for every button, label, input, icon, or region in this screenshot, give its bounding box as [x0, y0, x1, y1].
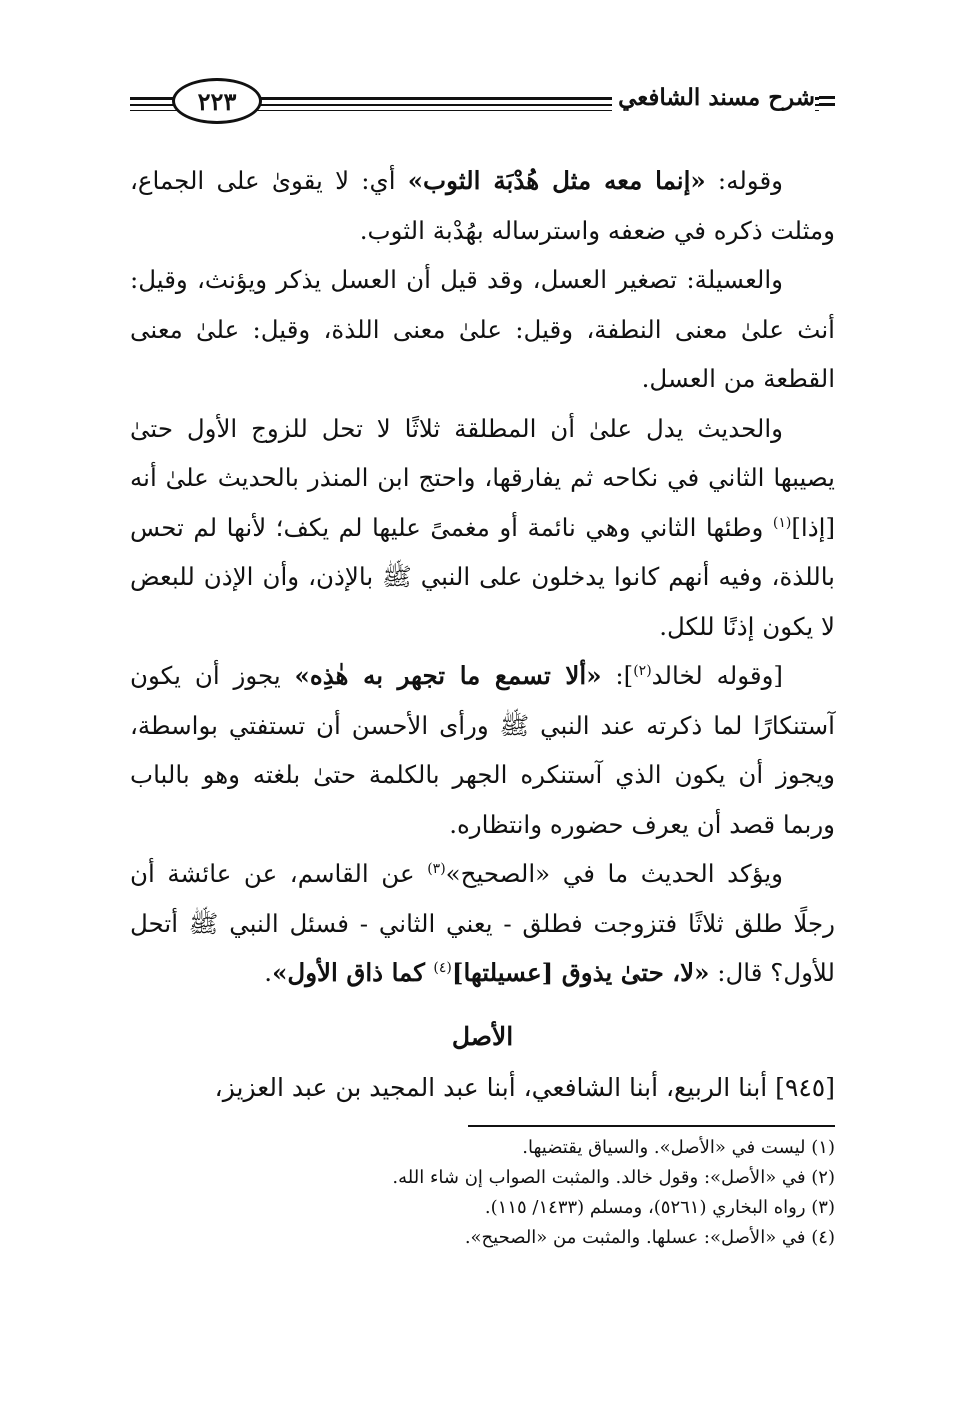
footnote: (٢) في «الأصل»: وقول خالد. والمثبت الصواب إن شاء الله. — [392, 1167, 835, 1188]
quoted-hadith: كما ذاق الأول» — [272, 958, 434, 987]
book-title: شرح مسند الشافعي — [612, 84, 815, 111]
text-span: ويؤكد الحديث ما في «الصحيح» — [445, 859, 784, 888]
paragraph — [130, 651, 835, 849]
page-number: ٢٢٣ — [172, 78, 262, 124]
text-span: وقوله: — [705, 166, 783, 195]
text-span: ]: — [601, 661, 634, 690]
footnote-ref: (٣) — [427, 861, 446, 877]
paragraph — [130, 849, 835, 998]
text-span: [وقوله لخالد — [651, 661, 783, 690]
footnote-ref: (٢) — [633, 663, 652, 679]
text-span: . — [264, 958, 273, 987]
text-span: أبنا الربيع، أبنا الشافعي، أبنا عبد المجيد بن عبد العزيز، — [214, 1073, 776, 1102]
text-span: يجوز أن يكون آستنكارًا لما ذكرته عند النبي ﷺ ورأى الأحسن أن تستفتي بواسطة، ويجوز أن يكون الذي آستنكره الجهر بالكلمة حتىٰ بلغته وهو بالباب وربما قصد أن يعرف حضوره وانتظاره. — [130, 661, 835, 839]
main-text — [130, 156, 835, 1113]
footnotes — [130, 1133, 835, 1253]
text-span: وطئها الثاني وهي نائمة أو مغمىً عليها لم يكف؛ لأنها لم تحس باللذة، وفيه أنهم كانوا يدخلون على النبي ﷺ بالإذن، وأن الإذن للبعض لا يكون إذنًا للكل. — [130, 512, 835, 641]
hadith-number: [٩٤٥] — [775, 1073, 835, 1102]
section-heading: الأصل — [451, 1021, 514, 1051]
text-span: والحديث يدل علىٰ أن المطلقة ثلاثًا لا تحل للزوج الأول حتىٰ يصيبها الثاني في نكاحه ثم يفارقها، واحتج ابن المنذر بالحديث علىٰ أنه [إذا] — [130, 413, 835, 542]
quoted-hadith: «إنما معه مثل هُدْبَة الثوب» — [407, 166, 706, 195]
quoted-hadith: «ألا تسمع ما تجهر به هٰذِه» — [294, 661, 602, 690]
paragraph — [130, 404, 835, 652]
quoted-hadith: «لا، حتىٰ يذوق [عسيلتها] — [451, 958, 710, 987]
footnote: (٣) رواه البخاري (٥٢٦١)، ومسلم (١٤٣٣/ ١١٥). — [484, 1197, 835, 1218]
header-ornament — [819, 92, 835, 116]
footnote-ref: (١) — [772, 514, 792, 531]
asl-text — [130, 1063, 835, 1113]
running-header — [130, 72, 835, 132]
text-span: عن القاسم، عن عائشة أن رجلًا طلق ثلاثًا فتزوجت فطلق - يعني الثاني - فسئل النبي ﷺ أتحل للأول؟ قال: — [130, 859, 835, 987]
footnote-separator — [468, 1125, 835, 1127]
paragraph: والعسيلة: تصغير العسل، وقد قيل أن العسل يذكر ويؤنث، وقيل: أنث علىٰ معنى النطفة، وقيل: علىٰ معنى اللذة، وقيل: علىٰ معنى القطعة من العسل. — [130, 265, 835, 393]
footnote: (١) ليست في «الأصل». والسياق يقتضيها. — [522, 1137, 835, 1158]
footnote: (٤) في «الأصل»: عسلها. والمثبت من «الصحيح». — [464, 1227, 835, 1248]
paragraph — [130, 156, 835, 255]
footnote-ref: (٤) — [433, 960, 452, 976]
text-span: أي: لا يقوىٰ على الجماع، ومثلت ذكره في ضعفه واسترساله بهُدْبة الثوب. — [130, 166, 835, 245]
